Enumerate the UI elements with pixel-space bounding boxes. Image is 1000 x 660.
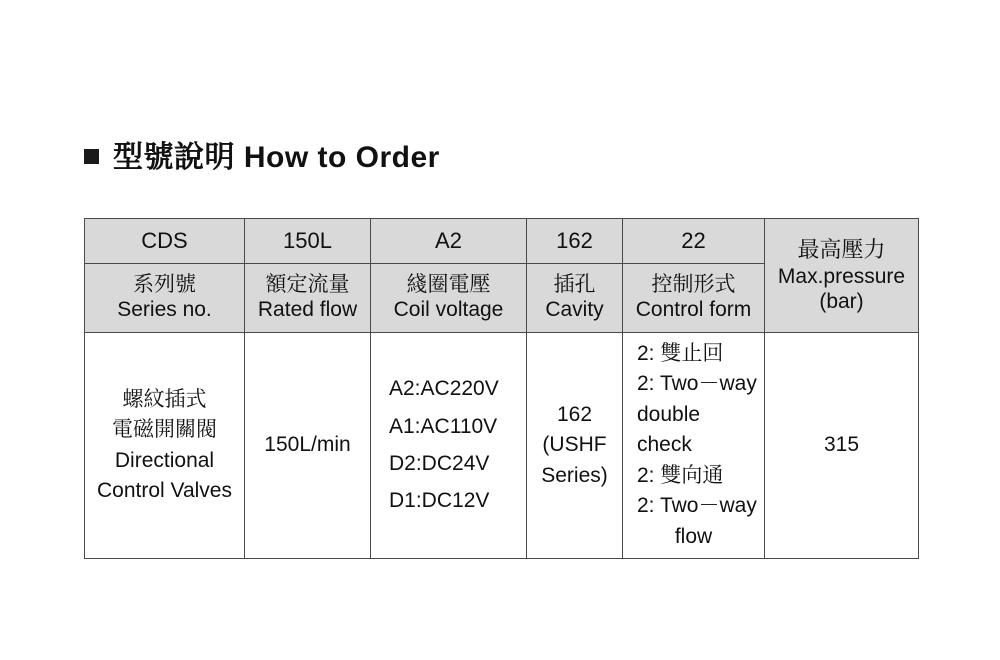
cell-code-series: CDS	[85, 219, 245, 264]
label-series-en: Series no.	[117, 298, 212, 321]
label-rated-flow-zh: 額定流量	[265, 273, 350, 297]
cell-code-cavity: 162	[527, 219, 623, 264]
label-series-zh: 系列號	[133, 273, 196, 297]
table-row-values	[85, 333, 919, 559]
cell-value-coil-voltage	[371, 333, 527, 559]
label-rated-flow-en: Rated flow	[257, 298, 358, 321]
section-heading	[84, 132, 440, 176]
square-bullet-icon	[84, 149, 99, 164]
value-control-line-2: 2: Two－way	[637, 372, 757, 396]
cell-value-cavity	[527, 333, 623, 559]
value-cavity-line-3: Series)	[541, 463, 608, 487]
value-series-line-3: Directional	[114, 448, 215, 472]
cell-code-rated-flow: 150L	[245, 219, 371, 264]
page-title: 型號說明 How to Order	[113, 141, 440, 174]
label-cavity-en: Cavity	[545, 298, 604, 321]
max-pressure-unit: (bar)	[819, 289, 864, 313]
value-control-line-5: 2: Two－way	[637, 494, 757, 518]
value-series-line-1: 螺紋插式	[122, 387, 207, 411]
value-series-line-2: 電磁開關閥	[112, 418, 217, 442]
value-voltage-d2: D2:DC24V	[389, 452, 490, 476]
cell-label-series	[85, 264, 245, 333]
label-cavity-zh: 插孔	[553, 273, 596, 297]
value-series-line-4: Control Valves	[96, 478, 232, 502]
value-cavity-line-2: (USHF	[542, 433, 607, 457]
max-pressure-label-zh: 最高壓力	[797, 237, 886, 263]
cell-value-max-pressure: 315	[765, 333, 919, 559]
value-control-line-3: double check	[637, 402, 701, 457]
cell-label-coil-voltage	[371, 264, 527, 333]
label-coil-voltage-en: Coil voltage	[393, 298, 504, 321]
value-control-line-6: flow	[674, 524, 713, 548]
cell-value-series	[85, 333, 245, 559]
table-row-codes	[85, 219, 919, 264]
cell-label-rated-flow	[245, 264, 371, 333]
cell-max-pressure-header	[765, 219, 919, 333]
value-voltage-a2: A2:AC220V	[389, 377, 499, 401]
label-control-form-en: Control form	[635, 298, 752, 321]
cell-code-control-form: 22	[623, 219, 765, 264]
cell-label-cavity	[527, 264, 623, 333]
cell-value-control-form	[623, 333, 765, 559]
label-control-form-zh: 控制形式	[651, 273, 736, 297]
value-cavity-line-1: 162	[556, 402, 593, 426]
cell-code-coil-voltage: A2	[371, 219, 527, 264]
value-control-line-4: 2: 雙向通	[637, 463, 724, 487]
cell-value-rated-flow: 150L/min	[245, 333, 371, 559]
value-control-line-1: 2: 雙止回	[637, 342, 724, 365]
label-coil-voltage-zh: 綫圈電壓	[406, 273, 491, 297]
value-voltage-a1: A1:AC110V	[389, 414, 498, 438]
cell-label-control-form	[623, 264, 765, 333]
value-voltage-d1: D1:DC12V	[389, 489, 490, 513]
how-to-order-table	[84, 218, 919, 559]
max-pressure-label-en: Max.pressure	[777, 264, 906, 288]
